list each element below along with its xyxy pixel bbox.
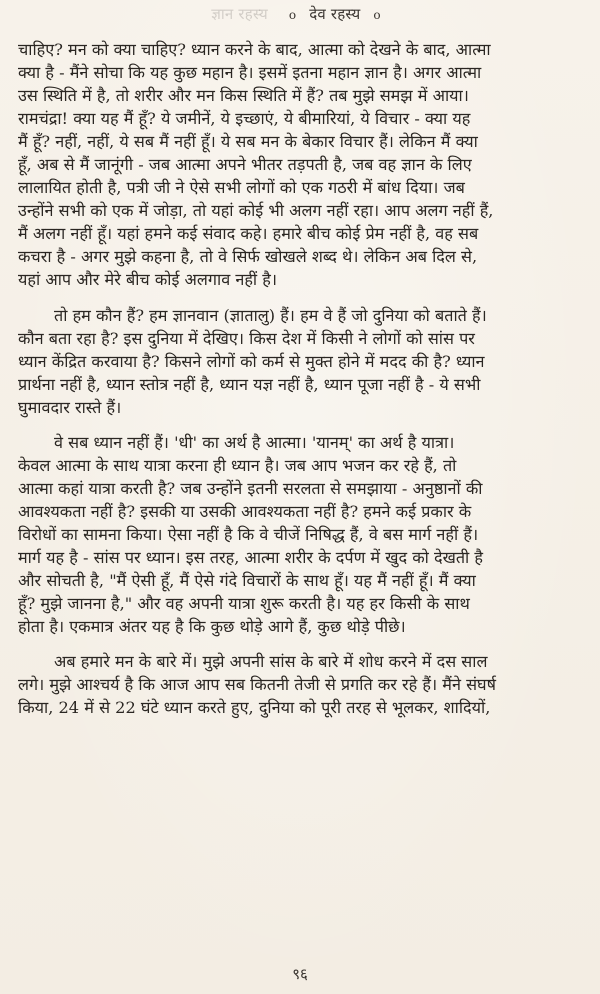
text-line: मैं हूँ? नहीं, नहीं, ये सब मैं नहीं हूँ। ये सब मन के बेकार विचार हैं। लेकिन मैं क्या bbox=[18, 132, 478, 152]
text-line: यहां आप और मेरे बीच कोई अलगाव नहीं है। bbox=[18, 270, 277, 290]
text-line: रामचंद्रा! क्या यह मैं हूँ? ये जमीनें, ये इच्छाएं, ये बीमारियां, ये विचार - क्या यह bbox=[18, 109, 471, 129]
running-head-title: देव रहस्य bbox=[309, 5, 361, 23]
paragraph-3 bbox=[18, 431, 584, 638]
text-line: वे सब ध्यान नहीं हैं। 'धी' का अर्थ है आत्मा। 'यानम्' का अर्थ है यात्रा। bbox=[54, 432, 455, 452]
text-line: लालायित होती है, पत्री जी ने ऐसे सभी लोगों को एक गठरी में बांध दिया। जब bbox=[18, 178, 465, 198]
paragraph-2 bbox=[18, 304, 584, 419]
text-line: और सोचती है, "मैं ऐसी हूँ, मैं ऐसे गंदे विचारों के साथ हूँ। यह मैं नहीं हूँ। मैं क्या bbox=[18, 571, 476, 591]
ornament-dot-left: o bbox=[288, 8, 297, 22]
text-line: ध्यान केंद्रित करवाया है? किसने लोगों को कर्म से मुक्त होने में मदद की है? ध्यान bbox=[18, 351, 485, 371]
text-line: हूँ, अब से मैं जानूंगी - जब आत्मा अपने भीतर तड़पती है, जब वह ज्ञान के लिए bbox=[18, 155, 472, 175]
text-line: मैं अलग नहीं हूँ। यहां हमने कई संवाद कहे। हमारे बीच कोई प्रेम नहीं है, वह सब bbox=[18, 224, 479, 244]
text-line: विरोधों का सामना किया। ऐसा नहीं है कि वे चीजें निषिद्ध हैं, वे बस मार्ग नहीं हैं। bbox=[18, 524, 479, 544]
paragraph-1 bbox=[18, 38, 584, 292]
running-head bbox=[0, 4, 600, 24]
text-line: होता है। एकमात्र अंतर यह है कि कुछ थोड़े आगे हैं, कुछ थोड़े पीछे। bbox=[18, 617, 406, 637]
text-line: चाहिए? मन को क्या चाहिए? ध्यान करने के बाद, आत्मा को देखने के बाद, आत्मा bbox=[18, 40, 491, 59]
paragraph-4 bbox=[18, 650, 584, 719]
text-line: तो हम कौन हैं? हम ज्ञानवान (ज्ञातालु) हैं। हम वे हैं जो दुनिया को बताते हैं। bbox=[54, 305, 487, 325]
text-line: प्रार्थना नहीं है, ध्यान स्तोत्र नहीं है, ध्यान यज्ञ नहीं है, ध्यान पूजा नहीं है - ये सभी bbox=[18, 374, 481, 394]
text-line: कौन बता रहा है? इस दुनिया में देखिए। किस देश में किसी ने लोगों को सांस पर bbox=[18, 328, 475, 348]
text-line: आत्मा कहां यात्रा करती है? जब उन्होंने इतनी सरलता से समझाया - अनुष्ठानों की bbox=[18, 478, 483, 498]
text-line: उन्होंने सभी को एक में जोड़ा, तो यहां कोई भी अलग नहीं रहा। आप अलग नहीं हैं, bbox=[18, 201, 494, 221]
text-line: मार्ग यह है - सांस पर ध्यान। इस तरह, आत्मा शरीर के दर्पण में खुद को देखती है bbox=[18, 547, 483, 567]
text-line: केवल आत्मा के साथ यात्रा करना ही ध्यान है। जब आप भजन कर रहे हैं, तो bbox=[18, 455, 457, 475]
text-line: क्या है - मैंने सोचा कि यह कुछ महान है। इसमें इतना महान ज्ञान है। अगर आत्मा bbox=[18, 63, 482, 83]
text-line: उस स्थिति में है, तो शरीर और मन किस स्थिति में हैं? तब मुझे समझ में आया। bbox=[18, 86, 469, 106]
page-number: ९६ bbox=[292, 965, 308, 983]
body-text bbox=[18, 38, 584, 719]
text-line: हूँ? मुझे जानना है," और वह अपनी यात्रा शुरू करती है। यह हर किसी के साथ bbox=[18, 594, 470, 614]
text-line: लगे। मुझे आश्चर्य है कि आज आप सब कितनी तेजी से प्रगति कर रहे हैं। मैंने संघर्ष bbox=[18, 675, 496, 695]
text-line: घुमावदार रास्ते हैं। bbox=[18, 397, 122, 417]
text-line: अब हमारे मन के बारे में। मुझे अपनी सांस के बारे में शोध करने में दस साल bbox=[54, 652, 488, 672]
ornament-dot-right: o bbox=[373, 8, 381, 22]
text-line: आवश्यकता नहीं है? इसकी या उसकी आवश्यकता नहीं है? हमने कई प्रकार के bbox=[18, 501, 472, 521]
text-line: किया, 24 में से 22 घंटे ध्यान करते हुए, दुनिया को पूरी तरह से भूलकर, शादियों, bbox=[18, 698, 491, 718]
text-line: कचरा है - अगर मुझे कहना है, तो वे सिर्फ खोखले शब्द थे। लेकिन अब दिल से, bbox=[18, 247, 478, 267]
bleed-through-text: ज्ञान रहस्य bbox=[211, 5, 268, 23]
